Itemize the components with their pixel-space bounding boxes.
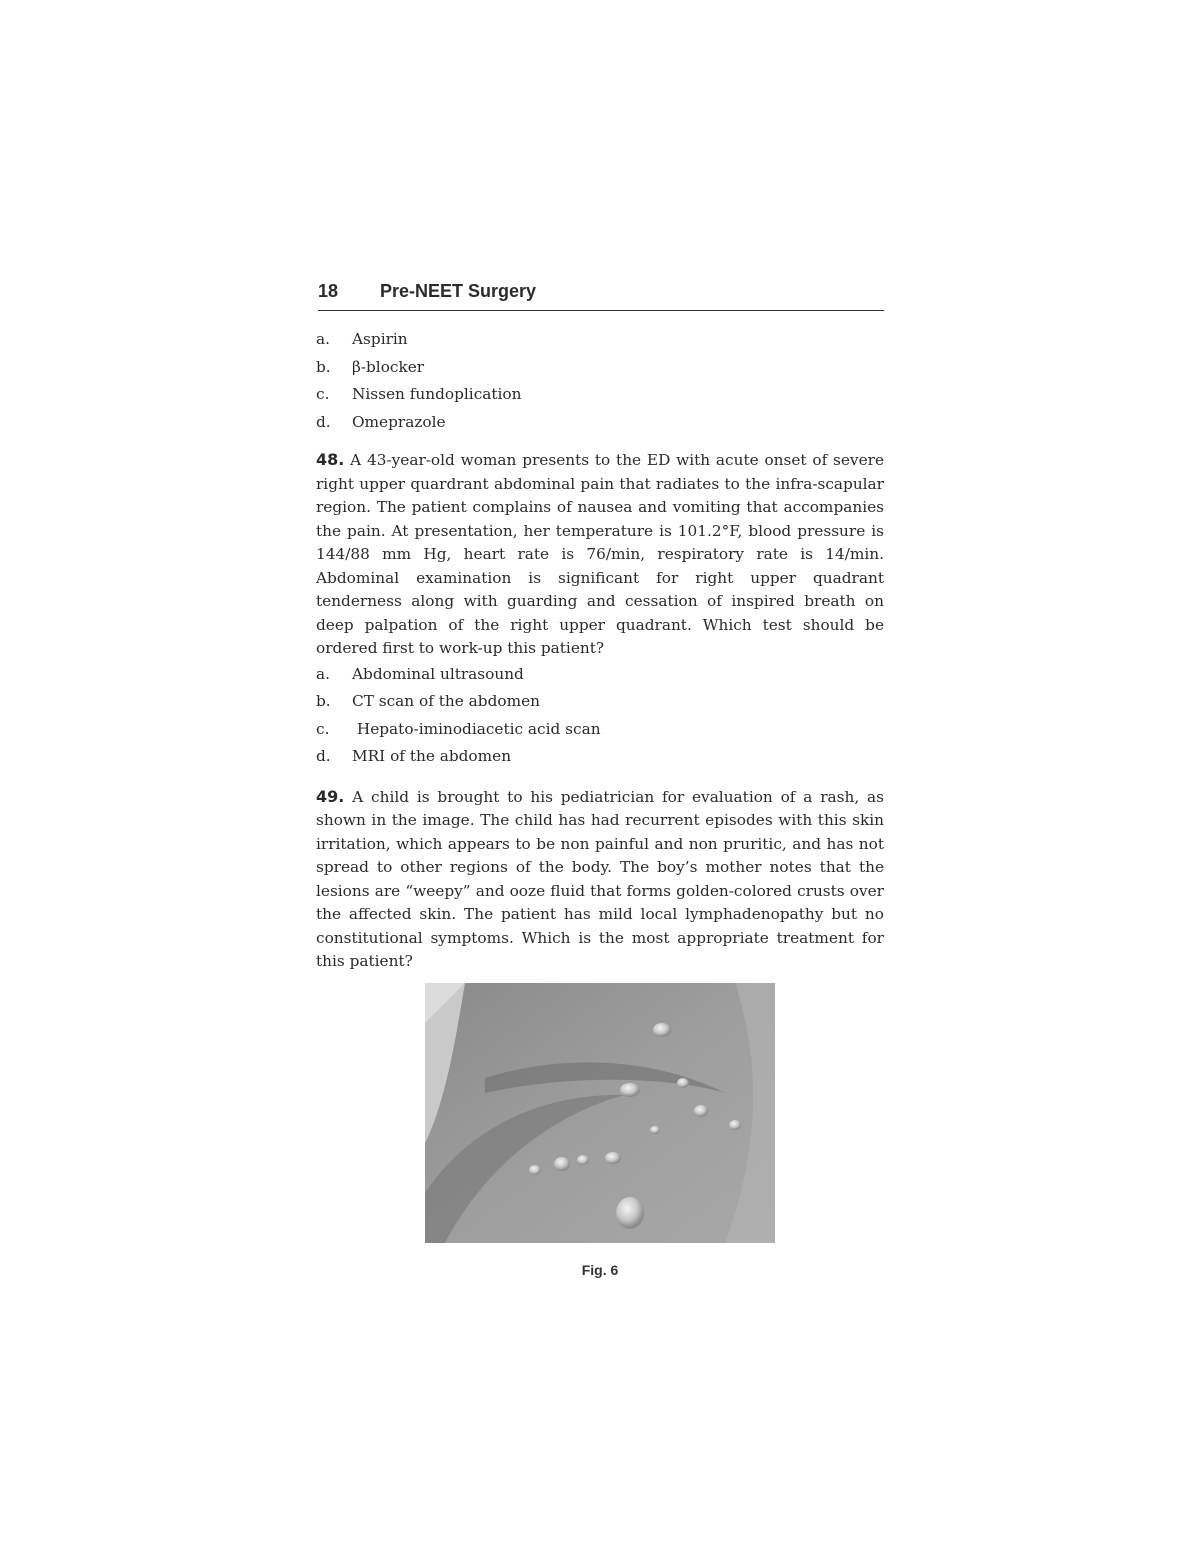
- option-text: MRI of the abdomen: [352, 747, 512, 765]
- question-49: [316, 785, 884, 974]
- list-item: [316, 354, 884, 382]
- question-48: [316, 448, 884, 771]
- option-letter: d.: [316, 412, 331, 431]
- list-item: [316, 661, 884, 689]
- option-letter: a.: [316, 664, 330, 683]
- option-text: Hepato-iminodiacetic acid scan: [352, 719, 601, 738]
- question-text: [316, 448, 884, 661]
- list-item: [316, 716, 884, 744]
- figure-caption: Fig. 6: [581, 1262, 619, 1278]
- q48-options: [316, 661, 884, 771]
- option-letter: d.: [316, 747, 331, 765]
- page-number: 18: [318, 281, 339, 301]
- option-text: Nissen fundoplication: [352, 385, 522, 403]
- option-text: Abdominal ultrasound: [352, 664, 524, 683]
- clinical-photo: [425, 983, 775, 1243]
- question-number: 48.: [316, 450, 345, 469]
- list-item: [316, 409, 884, 437]
- page-content: [316, 326, 884, 974]
- list-item: [316, 381, 884, 409]
- page-header: [318, 280, 884, 311]
- option-letter: c.: [316, 385, 330, 403]
- option-letter: a.: [316, 330, 330, 348]
- book-title: Pre-NEET Surgery: [380, 281, 537, 301]
- question-body: A child is brought to his pediatrician for evaluation of a rash, as shown in the image. The child has had recurrent episodes with this skin irritation, which appears to be non painful and non pruritic, and has not spread to other regions of the body. The boy’s mother notes that the lesions are “weepy” and ooze fluid that forms golden-colored crusts over the affected skin. The patient has mild local lymphadenopathy but no constitutional symptoms. Which is the most appropriate treatment for this patient?: [316, 787, 884, 970]
- question-body: A 43-year-old woman presents to the ED with acute onset of severe right upper quardrant abdominal pain that radiates to the infra-scapular region. The patient complains of nausea and vomiting that accompanies the pain. At presentation, her temperature is 101.2°F, blood pressure is 144/88 mm Hg, heart rate is 76/min, respiratory rate is 14/min. Abdominal examination is significant for right upper quadrant tenderness along with guarding and cessation of inspired breath on deep palpation of the right upper quadrant. Which test should be ordered first to work-up this patient?: [316, 451, 884, 657]
- option-letter: c.: [316, 719, 330, 738]
- option-text: β-blocker: [352, 357, 425, 376]
- list-item: [316, 743, 884, 771]
- option-text: CT scan of the abdomen: [352, 692, 540, 710]
- option-text: Omeprazole: [352, 412, 446, 431]
- question-number: 49.: [316, 786, 345, 806]
- question-text: [316, 785, 884, 974]
- list-item: [316, 688, 884, 716]
- option-text: Aspirin: [352, 330, 408, 348]
- list-item: [316, 326, 884, 354]
- option-letter: b.: [316, 692, 331, 710]
- option-letter: b.: [316, 357, 331, 376]
- q47-options: [316, 326, 884, 436]
- skin-rash-image: [425, 983, 775, 1243]
